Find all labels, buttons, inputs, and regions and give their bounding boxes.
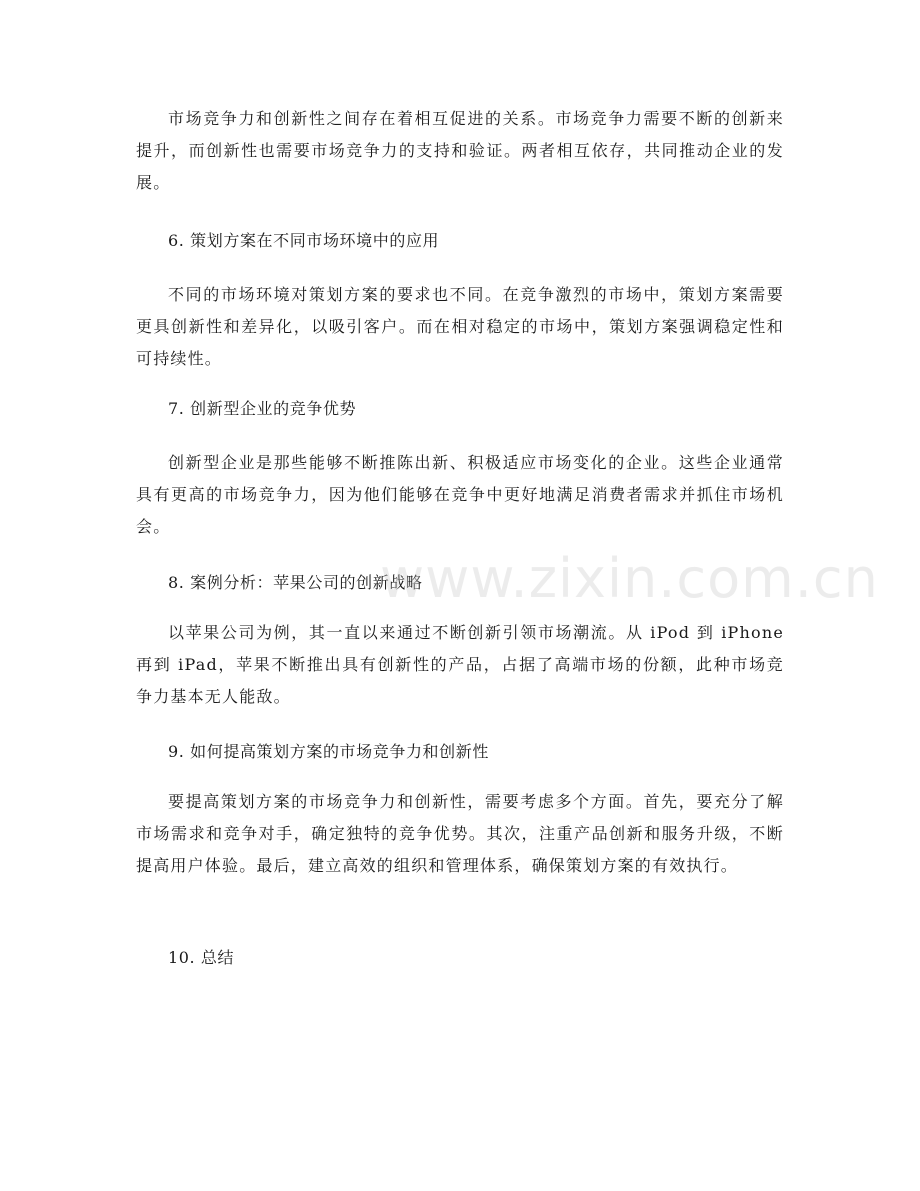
paragraph-competitiveness-innovation: 市场竞争力和创新性之间存在着相互促进的关系。市场竞争力需要不断的创新来提升，而创新性也需要市场竞争力的支持和验证。两者相互依存，共同推动企业的发展。 [136,109,784,192]
paragraph-innovative-enterprise: 创新型企业是那些能够不断推陈出新、积极适应市场变化的企业。这些企业通常具有更高的市场竞争力，因为他们能够在竞争中更好地满足消费者需求并抓住市场机会。 [136,453,784,536]
paragraph-improvement-methods: 要提高策划方案的市场竞争力和创新性，需要考虑多个方面。首先，要充分了解市场需求和竞争对手，确定独特的竞争优势。其次，注重产品创新和服务升级，不断提高用户体验。最后，建立高效的组织和管理体系，确保策划方案的有效执行。 [136,792,784,875]
heading-section-7: 7. 创新型企业的竞争优势 [168,399,357,418]
heading-section-6: 6. 策划方案在不同市场环境中的应用 [168,231,440,250]
heading-section-9: 9. 如何提高策划方案的市场竞争力和创新性 [168,742,489,761]
heading-section-10: 10. 总结 [168,948,235,967]
heading-section-8: 8. 案例分析：苹果公司的创新战略 [168,573,423,592]
paragraph-apple-case: 以苹果公司为例，其一直以来通过不断创新引领市场潮流。从 iPod 到 iPhone 再到 iPad，苹果不断推出具有创新性的产品，占据了高端市场的份额，此种市场竞争力基本无人能敌。 [136,623,784,706]
watermark: www.zixin.com.cn [380,547,879,610]
paragraph-market-environment: 不同的市场环境对策划方案的要求也不同。在竞争激烈的市场中，策划方案需要更具创新性和差异化，以吸引客户。而在相对稳定的市场中，策划方案强调稳定性和可持续性。 [136,285,784,368]
